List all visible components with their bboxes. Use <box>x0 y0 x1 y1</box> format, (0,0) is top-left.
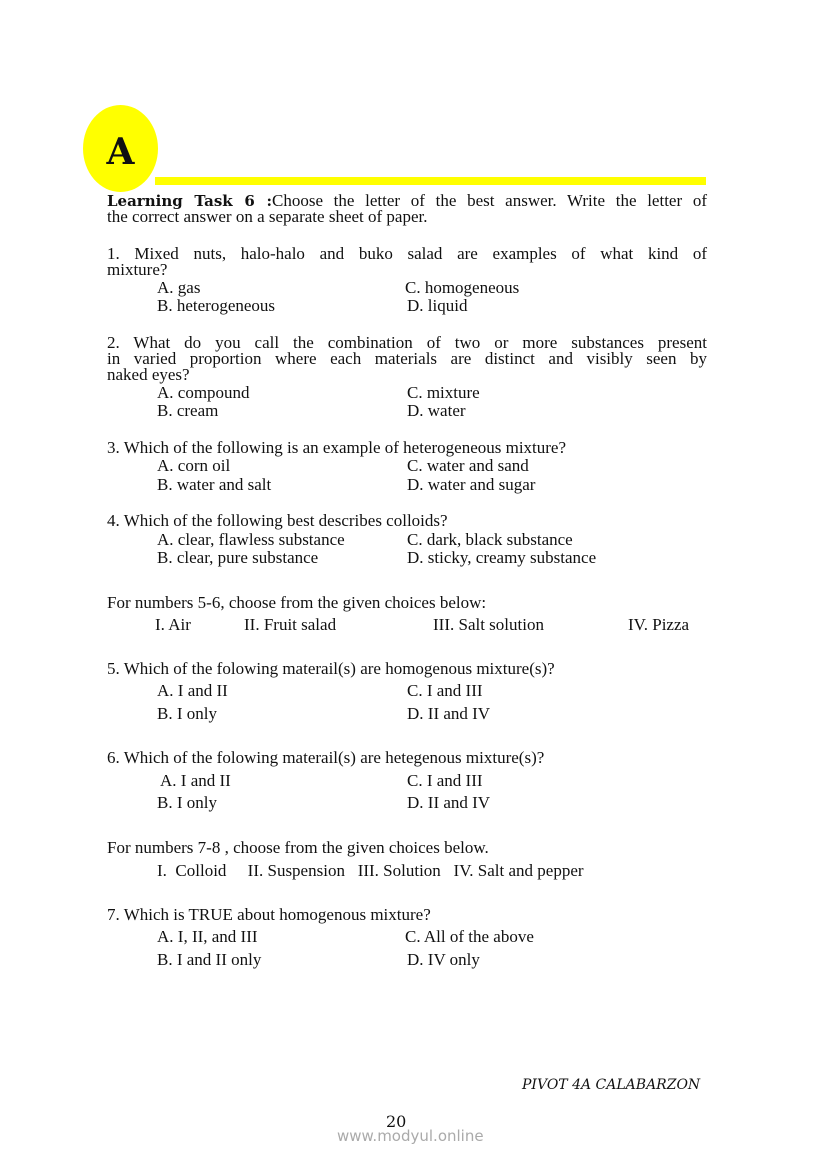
option: D. water and sugar <box>407 475 536 494</box>
section-badge: A <box>83 105 158 192</box>
option: A. I, II, and III <box>157 927 258 946</box>
watermark: www.modyul.online <box>337 1127 484 1145</box>
choice-item: II. Fruit salad <box>244 615 337 634</box>
option: A. gas <box>157 278 201 297</box>
option: A. I and II <box>160 771 231 790</box>
option: D. sticky, creamy substance <box>407 548 597 567</box>
task-instruction-2: the correct answer on a separate sheet of paper. <box>107 207 428 226</box>
option: D. water <box>407 401 466 420</box>
question-7: 7. Which is TRUE about homogenous mixture? <box>107 905 431 924</box>
option: D. II and IV <box>407 704 491 723</box>
option: C. I and III <box>407 771 483 790</box>
page-number: 20 <box>386 1112 407 1131</box>
option: A. compound <box>157 383 250 402</box>
choices-intro-5-6: For numbers 5-6, choose from the given choices below: <box>107 593 487 612</box>
option: B. I only <box>157 704 217 723</box>
option: A. corn oil <box>157 456 231 475</box>
option: A. clear, flawless substance <box>157 530 345 549</box>
footer-label: PIVOT 4A CALABARZON <box>522 1077 701 1093</box>
choice-item: I. Air <box>155 615 191 634</box>
option: B. water and salt <box>157 475 272 494</box>
option: D. liquid <box>407 296 468 315</box>
option: C. dark, black substance <box>407 530 573 549</box>
option: B. cream <box>157 401 219 420</box>
option: B. clear, pure substance <box>157 548 319 567</box>
question-4: 4. Which of the following best describes colloids? <box>107 511 448 530</box>
option: C. mixture <box>407 383 480 402</box>
question-1-cont: mixture? <box>107 260 168 279</box>
option: C. homogeneous <box>405 278 520 297</box>
option: B. heterogeneous <box>157 296 276 315</box>
option: B. I and II only <box>157 950 262 969</box>
question-2-cont: naked eyes? <box>107 365 190 384</box>
option: D. II and IV <box>407 793 491 812</box>
question-2-cont: in varied proportion where each materials are distinct and visibly seen by <box>107 349 707 368</box>
option: D. IV only <box>407 950 480 969</box>
option: C. I and III <box>407 681 483 700</box>
option: C. All of the above <box>405 927 534 946</box>
choice-items: I. Colloid II. Suspension III. Solution IV. Salt and pepper <box>157 861 584 880</box>
choice-item: III. Salt solution <box>433 615 544 634</box>
question-3: 3. Which of the following is an example of heterogeneous mixture? <box>107 438 567 457</box>
option: B. I only <box>157 793 217 812</box>
question-1: 1. Mixed nuts, halo-halo and buko salad are examples of what kind of <box>107 244 707 263</box>
option: A. I and II <box>157 681 228 700</box>
header-rule <box>155 177 706 185</box>
question-6: 6. Which of the folowing materail(s) are hetegenous mixture(s)? <box>107 748 545 767</box>
task-instruction: Learning Task 6 :Choose the letter of the best answer. Write the letter of <box>107 191 707 210</box>
option: C. water and sand <box>407 456 529 475</box>
question-2: 2. What do you call the combination of two or more substances present <box>107 333 707 352</box>
question-5: 5. Which of the folowing materail(s) are homogenous mixture(s)? <box>107 659 555 678</box>
choice-item: IV. Pizza <box>628 615 690 634</box>
choices-intro-7-8: For numbers 7-8 , choose from the given choices below. <box>107 838 489 857</box>
